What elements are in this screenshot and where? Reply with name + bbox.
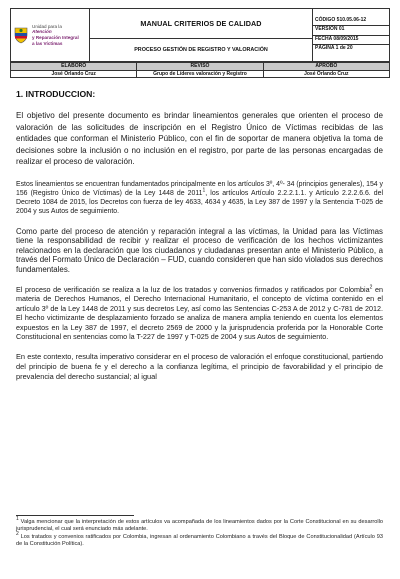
logo-text <box>32 24 79 46</box>
footnote-divider <box>16 515 134 516</box>
footnote-1 <box>16 516 383 532</box>
elaboro-name: José Orlando Cruz <box>11 70 137 78</box>
paragraph-legal-basis-part-1: Estos lineamientos se encuentran fundamentados principalmente en los artículos 3º, 4º- 34 (principios generales), 154 y 156 (Registro Único de Víctimas) de la Ley 1448 de 2011 <box>16 180 383 197</box>
paragraph-verification <box>16 285 383 341</box>
paragraph-context: En este contexto, resulta imperativo considerar en el proceso de valoración el enfoque constitucional, partiendo del principio de buena fe y el derecho a la confianza legítima, el principio de favorabilidad y el principio de prevalencia del derecho sustancial; al igual <box>16 352 383 382</box>
aprobo-name: José Orlando Cruz <box>263 70 389 78</box>
document-header <box>10 8 390 62</box>
document-body <box>16 89 383 382</box>
logo-line-3: y Reparación Integral <box>32 35 79 40</box>
pagina-field: PÁGINA 1 de 20 <box>315 44 353 51</box>
paragraph-legal-basis-part-2: , los artículos Artículo 2.2.2.1.1. y Artículo 2.2.2.6.6. del Decreto 1084 de 2015, los Decretos con fuerza de ley 4633, 4634 y 4635, la Ley 387 de 1997 y la Sentencia T-025 de 2004 y sus Autos de seguimiento. <box>16 189 383 215</box>
unidad-victimas-logo <box>13 10 87 60</box>
footnote-1-marker: 1 <box>16 516 19 523</box>
logo-line-1: Unidad para la <box>32 23 62 29</box>
logo-cell <box>11 9 90 62</box>
document-subtitle: PROCESO GESTIÓN DE REGISTRO Y VALORACIÓN <box>90 38 313 61</box>
footnote-ref-1[interactable]: 1 <box>202 187 206 194</box>
reviso-label: REVISÓ <box>137 63 263 71</box>
version-field: VERSIÓN 01 <box>313 26 389 35</box>
section-heading: 1. INTRODUCCION: <box>16 89 96 99</box>
document-title: MANUAL CRITERIOS DE CALIDAD <box>90 9 313 39</box>
reviso-name: Grupo de Líderes valoración y Registro <box>137 70 263 78</box>
aprobo-label: APROBÓ <box>263 63 389 71</box>
footnote-2 <box>16 531 383 547</box>
elaboro-label: ELABORÓ <box>11 63 137 71</box>
fecha-field: FECHA 08/09/2015 <box>313 36 389 45</box>
paragraph-verification-part-2: en materia de Derechos Humanos, el Derecho Internacional Humanitario, el concepto de víctima contenido en el artículo 3º de la Ley 1448 de 2011 y sus decretos Ley, así como las Sentencias C-253 A de 2012 y C-781 de 2012. El hecho victimizante de desplazamiento forzado se analiza de manera amplia teniendo en cuenta los elementos expuestos en la Ley 387 de 1997, el decreto 2569 de 2000 y la jurisprudencia proferida por la Honorable Corte Constitucional en sentencias como la T-227 de 1997 y T-025 de 2004 y sus Autos de seguimiento. <box>16 284 383 341</box>
logo-line-4: a las Víctimas <box>32 40 63 46</box>
footnote-2-marker: 2 <box>16 531 19 538</box>
logo-line-2: Atención <box>32 29 52 35</box>
codigo-field: CÓDIGO 510.05.06-12 <box>313 17 389 26</box>
paragraph-objective: El objetivo del presente documento es brindar lineamientos generales que orienten el proceso de valoración de las solicitudes de inscripción en el Registro Único de Víctimas recibidas de las entidades que conforman el Ministerio Público, con el fin de soportar de manera objetiva la toma de decisiones sobre la inclusión o no inclusión en el registro, por parte de las personas encargadas de realizar el proceso de valoración. <box>16 111 383 166</box>
paragraph-verification-part-1: El proceso de verificación se realiza a la luz de los tratados y convenios firmados y ratificados por Colombia <box>16 284 370 294</box>
footnote-2-text: Los tratados y convenios ratificados por Colombia, ingresan al ordenamiento Colombiano a través del Bloque de Constitucionalidad (Artículo 93 de la Constitución Política). <box>16 534 383 547</box>
document-meta <box>313 9 390 62</box>
paragraph-responsibility: Como parte del proceso de atención y reparación integral a las víctimas, la Unidad para las Víctimas tiene la responsabilidad de recibir y realizar el proceso de verificación de los hechos victimizantes relacionados en la declaración que los ciudadanos y ciudadanas presentan ante el Ministerio Público, a través del Formato Único de Declaración – FUD, cuando consideren que han sido violados sus derechos fundamentales. <box>16 226 383 274</box>
colombia-seal-icon <box>13 26 29 44</box>
signature-table <box>10 62 390 78</box>
document-page <box>10 8 390 78</box>
footnote-ref-2[interactable]: 2 <box>369 284 373 291</box>
paragraph-legal-basis <box>16 180 383 216</box>
footnote-1-text: Valga mencionar que la interpretación de estos artículos va acompañada de los lineamientos dados por la Corte Constitucional en su desarrollo jurisprudencial, el cual será enunciado más adelante. <box>16 519 383 532</box>
